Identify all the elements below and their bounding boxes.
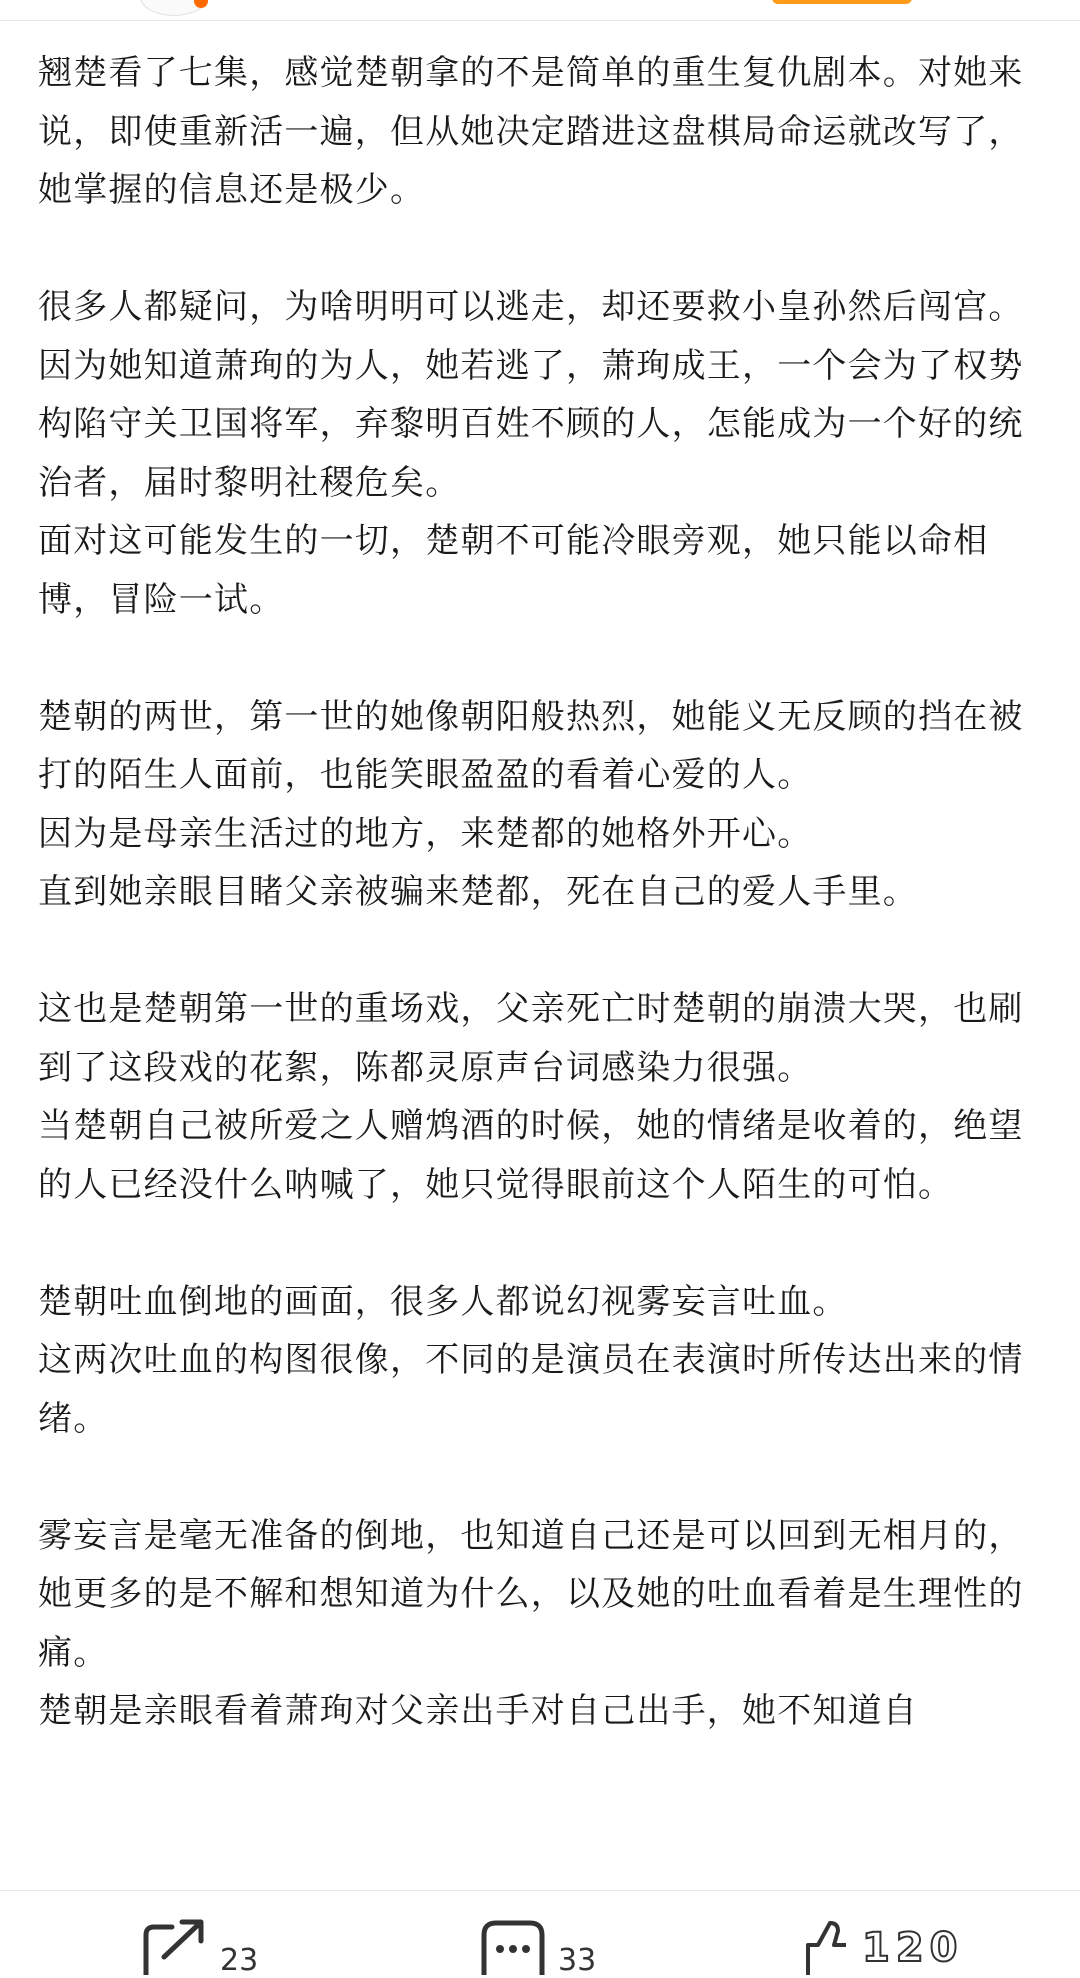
paragraph-gap	[38, 220, 1048, 279]
top-header-edge	[0, 0, 1080, 21]
paragraph-gap	[38, 1214, 1048, 1273]
paragraph: 当楚朝自己被所爱之人赠鸩酒的时候，她的情绪是收着的，绝望的人已经没什么呐喊了，她只觉得眼前这个人陌生的可怕。	[38, 1106, 1024, 1205]
paragraph: 因为是母亲生活过的地方，来楚都的她格外开心。	[38, 813, 813, 854]
verified-badge-icon	[194, 0, 208, 8]
paragraph: 直到她亲眼目睹父亲被骗来楚都，死在自己的爱人手里。	[38, 872, 918, 912]
share-icon	[142, 1917, 208, 1975]
paragraph: 楚朝是亲眼看着萧珣对父亲出手对自己出手，她不知道自	[38, 1691, 918, 1731]
like-count: 120	[862, 1925, 964, 1971]
paragraph-gap	[38, 629, 1048, 688]
paragraph: 这两次吐血的构图很像，不同的是演员在表演时所传达出来的情绪。	[38, 1340, 1024, 1439]
paragraph: 这也是楚朝第一世的重场戏，父亲死亡时楚朝的崩溃大哭，也刷到了这段戏的花絮，陈都灵原声台词感染力很强。	[38, 989, 1024, 1088]
like-icon	[800, 1917, 850, 1975]
paragraph: 面对这可能发生的一切，楚朝不可能冷眼旁观，她只能以命相博，冒险一试。	[38, 521, 989, 620]
comment-button[interactable]	[480, 1917, 597, 1978]
share-count: 23	[220, 1943, 259, 1978]
paragraph: 很多人都疑问，为啥明明可以逃走，却还要救小皇孙然后闯宫。	[38, 287, 1024, 327]
paragraph: 楚朝吐血倒地的画面，很多人都说幻视雾妄言吐血。	[38, 1281, 848, 1322]
paragraph: 因为她知道萧珣的为人，她若逃了，萧珣成王，一个会为了权势构陷守关卫国将军，弃黎明百姓不顾的人，怎能成为一个好的统治者，届时黎明社稷危矣。	[38, 345, 1024, 503]
paragraph: 翘楚看了七集，感觉楚朝拿的不是简单的重生复仇剧本。对她来说，即使重新活一遍，但从她决定踏进这盘棋局命运就改写了，她掌握的信息还是极少。	[38, 53, 1024, 210]
post-body	[38, 44, 1048, 1741]
paragraph: 雾妄言是毫无准备的倒地，也知道自己还是可以回到无相月的，她更多的是不解和想知道为什么，以及她的吐血看着是生理性的痛。	[38, 1515, 1024, 1673]
paragraph-gap	[38, 922, 1048, 981]
like-button[interactable]	[800, 1917, 964, 1975]
bottom-action-bar	[0, 1890, 1080, 1978]
comment-icon	[480, 1917, 546, 1975]
comment-count: 33	[558, 1943, 597, 1978]
share-button[interactable]	[142, 1917, 259, 1978]
follow-button[interactable]	[772, 0, 912, 4]
paragraph: 楚朝的两世，第一世的她像朝阳般热烈，她能义无反顾的挡在被打的陌生人面前，也能笑眼盈盈的看着心爱的人。	[38, 696, 1024, 795]
paragraph-gap	[38, 1448, 1048, 1507]
